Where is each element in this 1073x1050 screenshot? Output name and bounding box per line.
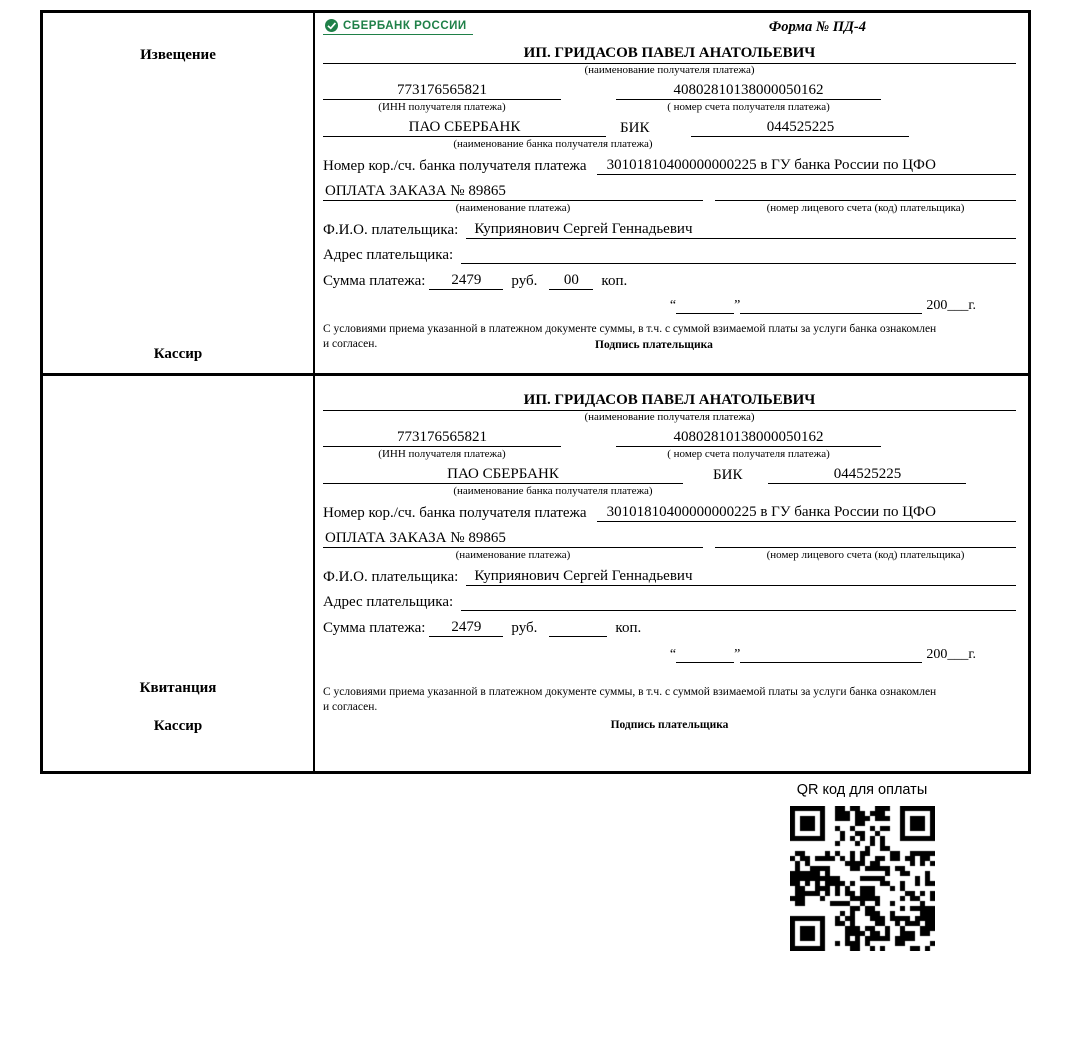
corr-account-row: [323, 504, 1016, 522]
signature-label: Подпись плательщика: [595, 339, 713, 351]
inn-account-captions: [323, 101, 1016, 113]
form-header: [323, 19, 1016, 45]
amount-row: [323, 619, 1016, 637]
payment-purpose-value: ОПЛАТА ЗАКАЗА № 89865: [323, 183, 703, 201]
payer-name-label: Ф.И.О. плательщика:: [323, 222, 459, 238]
payer-address-label: Адрес плательщика:: [323, 247, 454, 263]
year-label: 200___г.: [926, 298, 976, 313]
recipient-caption: (наименование получателя платежа): [584, 411, 755, 423]
kop-label: коп.: [601, 273, 628, 289]
payer-code-caption: (номер лицевого счета (код) плательщика): [766, 549, 965, 561]
amount-kop-value: [549, 620, 607, 637]
payer-address-value: [461, 593, 1016, 611]
sberbank-logo-text: СБЕРБАНК РОССИИ: [343, 19, 467, 32]
payer-name-row: [323, 568, 1016, 586]
sberbank-logo: [323, 19, 473, 35]
rub-label: руб.: [511, 273, 538, 289]
payer-name-label: Ф.И.О. плательщика:: [323, 569, 459, 585]
bik-label: БИК: [620, 120, 650, 136]
payer-code-caption: (номер лицевого счета (код) плательщика): [766, 202, 965, 214]
notice-content: [315, 13, 1028, 373]
bank-row: [323, 119, 1016, 137]
recipient-caption: (наименование получателя платежа): [584, 64, 755, 76]
sberbank-logo-icon: [325, 19, 338, 32]
close-quote: ”: [734, 298, 741, 313]
payment-purpose-caption: (наименование платежа): [455, 549, 571, 561]
bank-row: [323, 466, 1016, 484]
payer-address-row: [323, 593, 1016, 611]
inn-caption: (ИНН получателя платежа): [378, 448, 506, 460]
signature-label: Подпись плательщика: [610, 718, 729, 731]
month-blank-line: [740, 299, 922, 314]
payment-purpose-value: ОПЛАТА ЗАКАЗА № 89865: [323, 530, 703, 548]
inn-caption: (ИНН получателя платежа): [378, 101, 506, 113]
inn-account-captions: [323, 448, 1016, 460]
bank-caption: (наименование банка получателя платежа): [453, 485, 653, 497]
pd4-form-table: [40, 10, 1031, 774]
date-row: [323, 647, 1016, 663]
receipt-section: [43, 373, 1028, 771]
inn-value: 773176565821: [323, 82, 561, 100]
date-row: [323, 298, 1016, 314]
agreement-text: С условиями приема указанной в платежном документе суммы, в т.ч. с суммой взимаемой платы за услуги банка ознакомлен и согласен.: [323, 323, 937, 350]
receipt-left-column: [43, 376, 315, 771]
payment-purpose-row: [323, 183, 1016, 201]
purpose-captions: [323, 202, 1016, 214]
account-value: 40802810138000050162: [616, 429, 881, 447]
corr-account-value: 30101810400000000225 в ГУ банка России по ЦФО: [597, 157, 1016, 175]
corr-account-label: Номер кор./сч. банка получателя платежа: [323, 505, 587, 521]
recipient-name: ИП. ГРИДАСОВ ПАВЕЛ АНАТОЛЬЕВИЧ: [323, 392, 1016, 411]
agreement-text: С условиями приема указанной в платежном документе суммы, в т.ч. с суммой взимаемой платы за услуги банка ознакомлен и согласен.: [323, 686, 937, 713]
corr-account-label: Номер кор./сч. банка получателя платежа: [323, 158, 587, 174]
account-value: 40802810138000050162: [616, 82, 881, 100]
open-quote: “: [669, 298, 677, 313]
purpose-captions: [323, 549, 1016, 561]
bank-name-value: ПАО СБЕРБАНК: [323, 119, 606, 137]
amount-row: [323, 272, 1016, 290]
close-quote: ”: [734, 647, 741, 662]
payer-address-value: [461, 246, 1016, 264]
day-blank-line: [676, 299, 734, 314]
month-blank-line: [740, 648, 922, 663]
payer-name-value: Куприянович Сергей Геннадьевич: [466, 568, 1016, 586]
payer-name-row: [323, 221, 1016, 239]
agreement-block: [323, 322, 1016, 352]
year-label: 200___г.: [926, 647, 976, 662]
qr-block: [788, 782, 936, 951]
kop-label: коп.: [615, 620, 642, 636]
bik-value: 044525225: [691, 119, 909, 137]
cashier-label: Кассир: [153, 718, 203, 734]
payer-address-label: Адрес плательщика:: [323, 594, 454, 610]
qr-code-image: [790, 806, 935, 951]
form-number: Форма № ПД-4: [768, 19, 866, 35]
bik-value: 044525225: [768, 466, 966, 484]
recipient-name: ИП. ГРИДАСОВ ПАВЕЛ АНАТОЛЬЕВИЧ: [323, 45, 1016, 64]
inn-account-row: [323, 82, 1016, 100]
agreement-block: [323, 685, 1016, 733]
corr-account-row: [323, 157, 1016, 175]
receipt-label: Квитанция: [139, 680, 217, 696]
payer-name-value: Куприянович Сергей Геннадьевич: [466, 221, 1016, 239]
open-quote: “: [669, 647, 677, 662]
corr-account-value: 30101810400000000225 в ГУ банка России по ЦФО: [597, 504, 1016, 522]
notice-section: [43, 13, 1028, 373]
amount-label: Сумма платежа:: [323, 620, 426, 636]
payer-address-row: [323, 246, 1016, 264]
day-blank-line: [676, 648, 734, 663]
amount-kop-value: 00: [549, 272, 593, 290]
rub-label: руб.: [511, 620, 538, 636]
bik-label: БИК: [713, 467, 743, 483]
payment-purpose-row: [323, 530, 1016, 548]
amount-rub-value: 2479: [429, 272, 503, 290]
account-caption: ( номер счета получателя платежа): [667, 448, 830, 460]
payer-code-blank-line: [715, 531, 1016, 548]
amount-rub-value: 2479: [429, 619, 503, 637]
receipt-content: [315, 376, 1028, 771]
cashier-label: Кассир: [153, 346, 203, 362]
bank-caption: (наименование банка получателя платежа): [453, 138, 653, 150]
notice-left-column: [43, 13, 315, 373]
amount-label: Сумма платежа:: [323, 273, 426, 289]
inn-account-row: [323, 429, 1016, 447]
bank-name-value: ПАО СБЕРБАНК: [323, 466, 683, 484]
notice-label: Извещение: [140, 47, 216, 63]
inn-value: 773176565821: [323, 429, 561, 447]
payment-purpose-caption: (наименование платежа): [455, 202, 571, 214]
payer-code-blank-line: [715, 184, 1016, 201]
qr-caption: QR код для оплаты: [796, 782, 928, 798]
account-caption: ( номер счета получателя платежа): [667, 101, 830, 113]
